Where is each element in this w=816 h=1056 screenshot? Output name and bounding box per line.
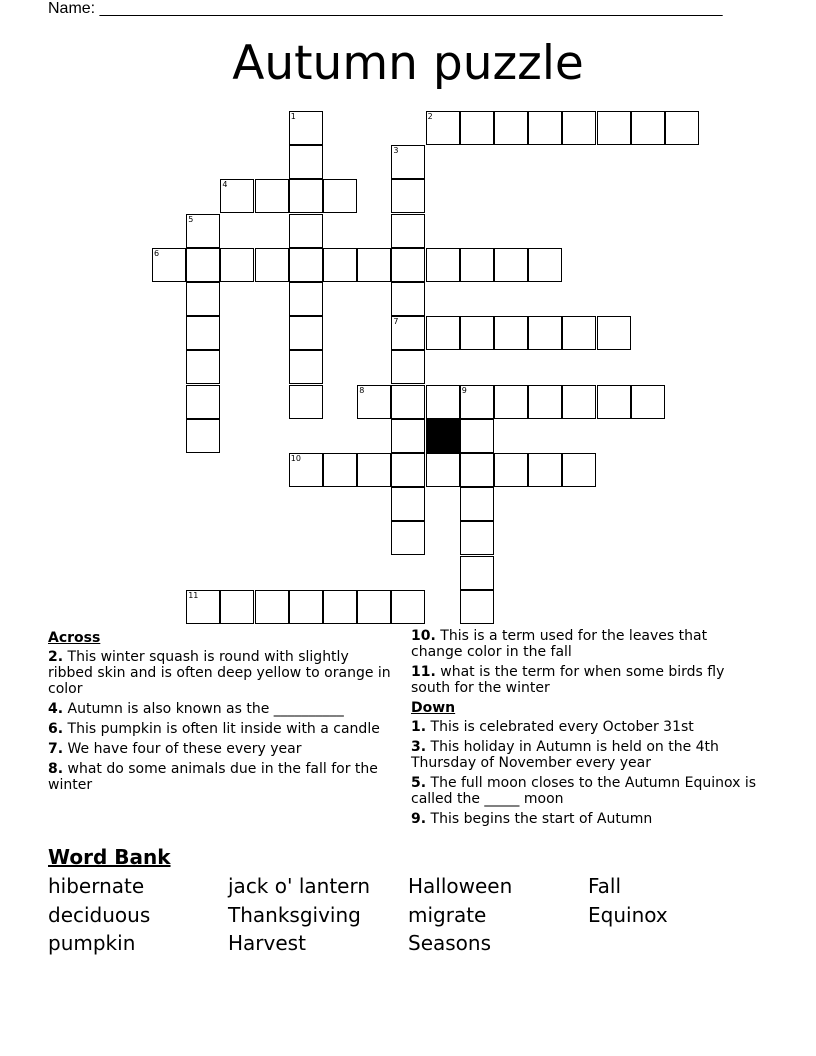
word-bank-item: deciduous — [48, 903, 151, 927]
page-title: Autumn puzzle — [232, 36, 584, 91]
crossword-cell[interactable] — [186, 248, 220, 282]
crossword-cell[interactable] — [391, 145, 425, 179]
crossword-cell[interactable] — [357, 590, 391, 624]
crossword-cell[interactable] — [460, 385, 494, 419]
word-bank-item: Thanksgiving — [228, 903, 361, 927]
crossword-cell[interactable] — [289, 248, 323, 282]
crossword-cell[interactable] — [391, 248, 425, 282]
word-bank-item: jack o' lantern — [228, 874, 371, 898]
across-clue-4: 4. Autumn is also known as the __________ — [48, 701, 344, 717]
crossword-cell[interactable] — [289, 179, 323, 213]
across-clue-11: 11. what is the term for when some birds fly south for the winter — [411, 664, 725, 696]
crossword-cell[interactable] — [220, 248, 254, 282]
crossword-cell[interactable] — [391, 453, 425, 487]
across-clue-8: 8. what do some animals due in the fall for the winter — [48, 761, 378, 793]
crossword-cell[interactable] — [255, 179, 289, 213]
across-clue-6: 6. This pumpkin is often lit inside with a candle — [48, 721, 380, 737]
crossword-cell[interactable] — [631, 111, 665, 145]
down-clue-9: 9. This begins the start of Autumn — [411, 811, 653, 827]
crossword-cell[interactable] — [460, 316, 494, 350]
crossword-cell[interactable] — [220, 179, 254, 213]
cell-number: 5 — [188, 214, 194, 224]
crossword-cell[interactable] — [562, 316, 596, 350]
word-bank-item: Harvest — [228, 931, 306, 955]
crossword-cell[interactable] — [289, 214, 323, 248]
crossword-cell[interactable] — [220, 590, 254, 624]
crossword-cell[interactable] — [255, 590, 289, 624]
clues-right-column — [411, 628, 761, 831]
crossword-cell[interactable] — [494, 111, 528, 145]
crossword-cell[interactable] — [186, 282, 220, 316]
crossword-cell[interactable] — [460, 521, 494, 555]
crossword-cell[interactable] — [528, 316, 562, 350]
clues-left-column — [48, 628, 398, 797]
across-clue-2: 2. This winter squash is round with slightly ribbed skin and is often deep yellow to orange in color — [48, 649, 391, 697]
crossword-cell[interactable] — [426, 111, 460, 145]
crossword-cell[interactable] — [323, 590, 357, 624]
crossword-cell[interactable] — [186, 350, 220, 384]
crossword-cell[interactable] — [528, 385, 562, 419]
word-bank-item: Equinox — [588, 903, 668, 927]
crossword-cell[interactable] — [597, 316, 631, 350]
crossword-cell[interactable] — [597, 385, 631, 419]
crossword-cell[interactable] — [391, 316, 425, 350]
name-field-label: Name: ______________________________________________________________________ — [48, 0, 723, 17]
crossword-cell[interactable] — [665, 111, 699, 145]
crossword-cell[interactable] — [494, 385, 528, 419]
cell-number: 8 — [359, 385, 365, 395]
crossword-cell[interactable] — [391, 350, 425, 384]
crossword-cell[interactable] — [460, 111, 494, 145]
crossword-cell[interactable] — [357, 453, 391, 487]
crossword-cell[interactable] — [494, 453, 528, 487]
crossword-cell[interactable] — [391, 282, 425, 316]
cell-number: 4 — [222, 180, 228, 190]
crossword-cell[interactable] — [426, 248, 460, 282]
crossword-cell[interactable] — [357, 385, 391, 419]
crossword-cell[interactable] — [186, 214, 220, 248]
crossword-cell[interactable] — [494, 316, 528, 350]
crossword-cell[interactable] — [460, 248, 494, 282]
crossword-cell[interactable] — [323, 453, 357, 487]
cell-number: 1 — [290, 112, 296, 121]
crossword-cell[interactable] — [460, 590, 494, 624]
cell-number: 9 — [461, 385, 467, 395]
word-bank-item: Halloween — [408, 874, 513, 898]
crossword-cell[interactable] — [562, 385, 596, 419]
crossword-cell[interactable] — [289, 111, 323, 145]
cell-number: 10 — [290, 454, 301, 463]
cell-number: 11 — [188, 590, 199, 600]
crossword-cell[interactable] — [289, 282, 323, 316]
crossword-cell[interactable] — [289, 350, 323, 384]
crossword-cell[interactable] — [597, 111, 631, 145]
crossword-cell[interactable] — [528, 111, 562, 145]
down-clue-5: 5. The full moon closes to the Autumn Equinox is called the _____ moon — [411, 775, 757, 807]
crossword-cell[interactable] — [631, 385, 665, 419]
crossword-cell[interactable] — [460, 419, 494, 453]
crossword-cell[interactable] — [186, 590, 220, 624]
crossword-cell[interactable] — [289, 316, 323, 350]
word-bank-item: pumpkin — [48, 931, 136, 955]
cell-number: 6 — [154, 248, 160, 258]
down-heading: Down — [411, 700, 456, 716]
cell-number: 2 — [427, 112, 433, 121]
word-bank-item: Fall — [588, 874, 622, 898]
crossword-cell[interactable] — [494, 248, 528, 282]
across-heading: Across — [48, 630, 101, 646]
cell-number: 3 — [393, 146, 399, 156]
cell-number: 7 — [393, 317, 399, 327]
crossword-cell[interactable] — [528, 453, 562, 487]
crossword-cell[interactable] — [426, 316, 460, 350]
crossword-cell[interactable] — [460, 487, 494, 521]
crossword-cell[interactable] — [323, 248, 357, 282]
crossword-cell[interactable] — [426, 385, 460, 419]
crossword-cell[interactable] — [289, 385, 323, 419]
crossword-cell[interactable] — [391, 385, 425, 419]
crossword-cell[interactable] — [460, 453, 494, 487]
crossword-cell[interactable] — [186, 385, 220, 419]
black-cell — [426, 419, 460, 453]
crossword-cell[interactable] — [528, 248, 562, 282]
down-clue-3: 3. This holiday in Autumn is held on the 4th Thursday of November every year — [411, 739, 719, 771]
crossword-cell[interactable] — [562, 453, 596, 487]
word-bank-item: Seasons — [408, 931, 492, 955]
down-clue-1: 1. This is celebrated every October 31st — [411, 719, 694, 735]
crossword-cell[interactable] — [391, 590, 425, 624]
crossword-cell[interactable] — [152, 248, 186, 282]
crossword-cell[interactable] — [255, 248, 289, 282]
crossword-cell[interactable] — [460, 556, 494, 590]
across-clue-10: 10. This is a term used for the leaves that change color in the fall — [411, 628, 708, 660]
crossword-cell[interactable] — [186, 316, 220, 350]
crossword-cell[interactable] — [391, 521, 425, 555]
word-bank-title: Word Bank — [48, 845, 171, 869]
crossword-cell[interactable] — [186, 419, 220, 453]
across-clue-7: 7. We have four of these every year — [48, 741, 302, 757]
crossword-cell[interactable] — [391, 487, 425, 521]
crossword-cell[interactable] — [391, 214, 425, 248]
crossword-cell[interactable] — [426, 453, 460, 487]
crossword-cell[interactable] — [323, 179, 357, 213]
crossword-cell[interactable] — [289, 145, 323, 179]
crossword-cell[interactable] — [562, 111, 596, 145]
word-bank-item: hibernate — [48, 874, 145, 898]
word-bank-item: migrate — [408, 903, 487, 927]
crossword-cell[interactable] — [289, 590, 323, 624]
crossword-cell[interactable] — [289, 453, 323, 487]
crossword-cell[interactable] — [391, 179, 425, 213]
crossword-cell[interactable] — [391, 419, 425, 453]
crossword-cell[interactable] — [357, 248, 391, 282]
